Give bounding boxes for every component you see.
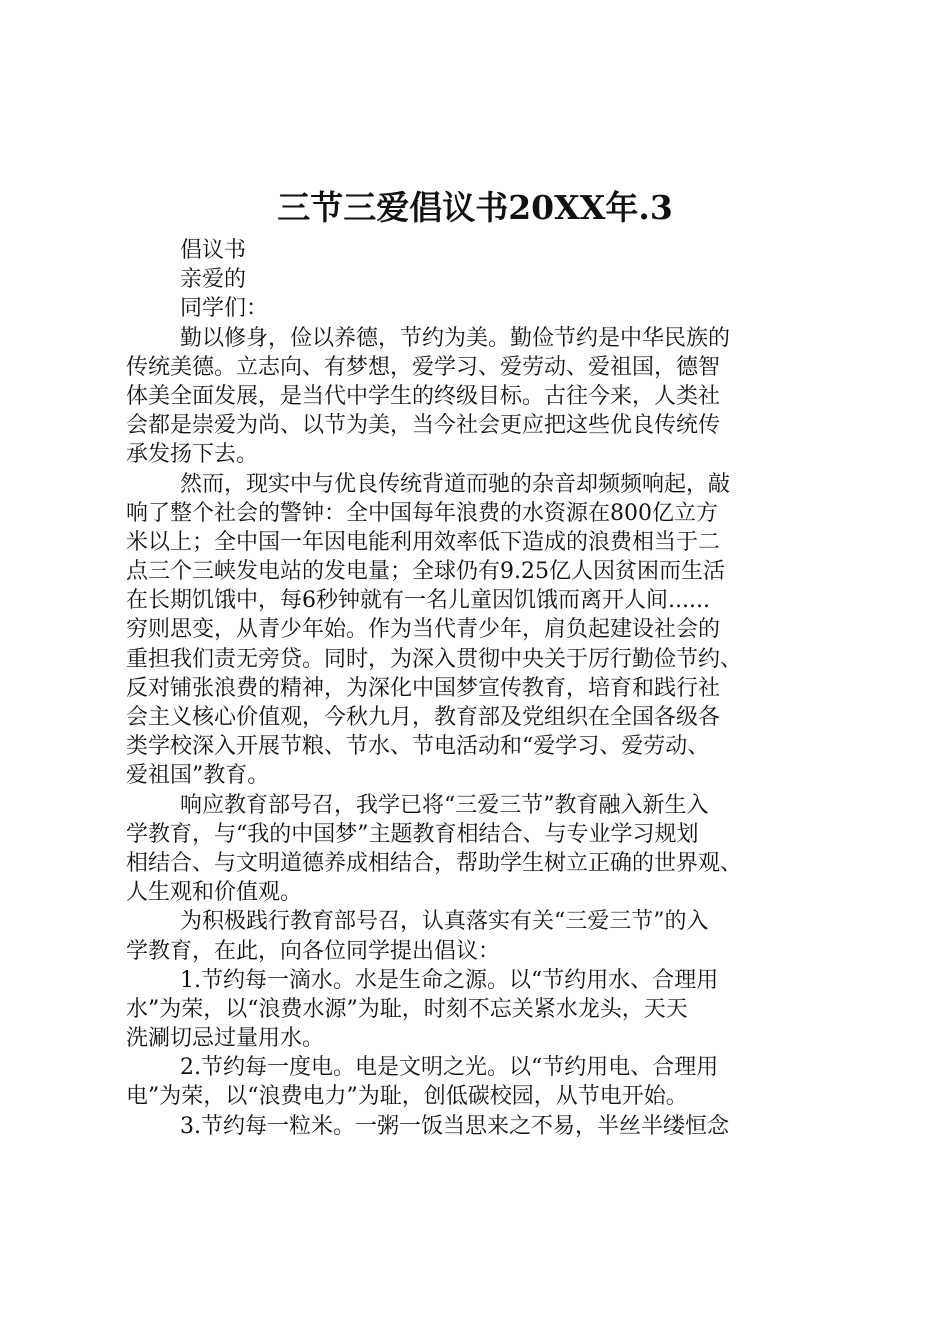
text-line: 会都是崇爱为尚、以节为美，当今社会更应把这些优良传统传: [126, 413, 721, 439]
text-line: 穷则思变，从青少年始。作为当代青少年，肩负起建设社会的: [126, 617, 721, 643]
text-line: 重担我们责无旁贷。同时，为深入贯彻中央关于厉行勤俭节约、: [126, 646, 743, 672]
text-line: 3.节约每一粒米。一粥一饭当思来之不易，半丝半缕恒念: [180, 1113, 729, 1139]
text-line: 爱祖国”教育。: [126, 763, 270, 789]
text-line: 为积极践行教育部号召，认真落实有关“三爱三节”的入: [180, 909, 709, 935]
text-line: 2.节约每一度电。电是文明之光。以“节约用电、合理用: [180, 1055, 719, 1081]
document-title: 三节三爱倡议书20XX年.3: [277, 188, 673, 227]
text-line: 1.节约每一滴水。水是生命之源。以“节约用水、合理用: [180, 967, 719, 993]
text-line: 同学们：: [180, 296, 269, 322]
text-line: 学教育，与“我的中国梦”主题教育相结合、与专业学习规划: [126, 821, 699, 847]
text-line: 传统美德。立志向、有梦想，爱学习、爱劳动、爱祖国，德智: [126, 354, 721, 380]
text-line: 响了整个社会的警钟：全中国每年浪费的水资源在800亿立方: [126, 500, 718, 526]
text-line: 水”为荣，以“浪费水源”为耻，时刻不忘关紧水龙头，天天: [126, 996, 688, 1022]
document-body: [126, 236, 846, 1141]
text-line: 倡议书: [180, 238, 247, 263]
text-line: 米以上；全中国一年因电能利用效率低下造成的浪费相当于二: [126, 529, 721, 555]
text-line: 勤以修身，俭以养德，节约为美。勤俭节约是中华民族的: [180, 325, 731, 351]
text-line: 类学校深入开展节粮、节水、节电活动和“爱学习、爱劳动、: [126, 734, 710, 760]
text-line: 会主义核心价值观，今秋九月，教育部及党组织在全国各级各: [126, 705, 721, 730]
text-line: 亲爱的: [180, 267, 247, 293]
text-line: 人生观和价值观。: [126, 880, 303, 906]
text-line: 学教育，在此，向各位同学提出倡议：: [126, 938, 501, 964]
text-line: 反对铺张浪费的精神，为深化中国梦宣传教育，培育和践行社: [126, 675, 721, 701]
text-line: 响应教育部号召，我学已将“三爱三节”教育融入新生入: [180, 792, 709, 818]
text-line: 相结合、与文明道德养成相结合，帮助学生树立正确的世界观、: [126, 850, 743, 876]
text-line: 洗涮切忌过量用水。: [126, 1026, 325, 1052]
text-line: 电”为荣，以“浪费电力”为耻，创低碳校园，从节电开始。: [126, 1084, 688, 1110]
text-line: 体美全面发展，是当代中学生的终级目标。古往今来，人类社: [126, 383, 721, 409]
text-line: 点三个三峡发电站的发电量；全球仍有9.25亿人因贫困而生活: [126, 559, 725, 585]
text-line: 在长期饥饿中，每6秒钟就有一名儿童因饥饿而离开人间......: [126, 588, 710, 614]
text-line: 承发扬下去。: [126, 442, 259, 468]
text-line: 然而，现实中与优良传统背道而驰的杂音却频频响起，敲: [180, 471, 731, 497]
